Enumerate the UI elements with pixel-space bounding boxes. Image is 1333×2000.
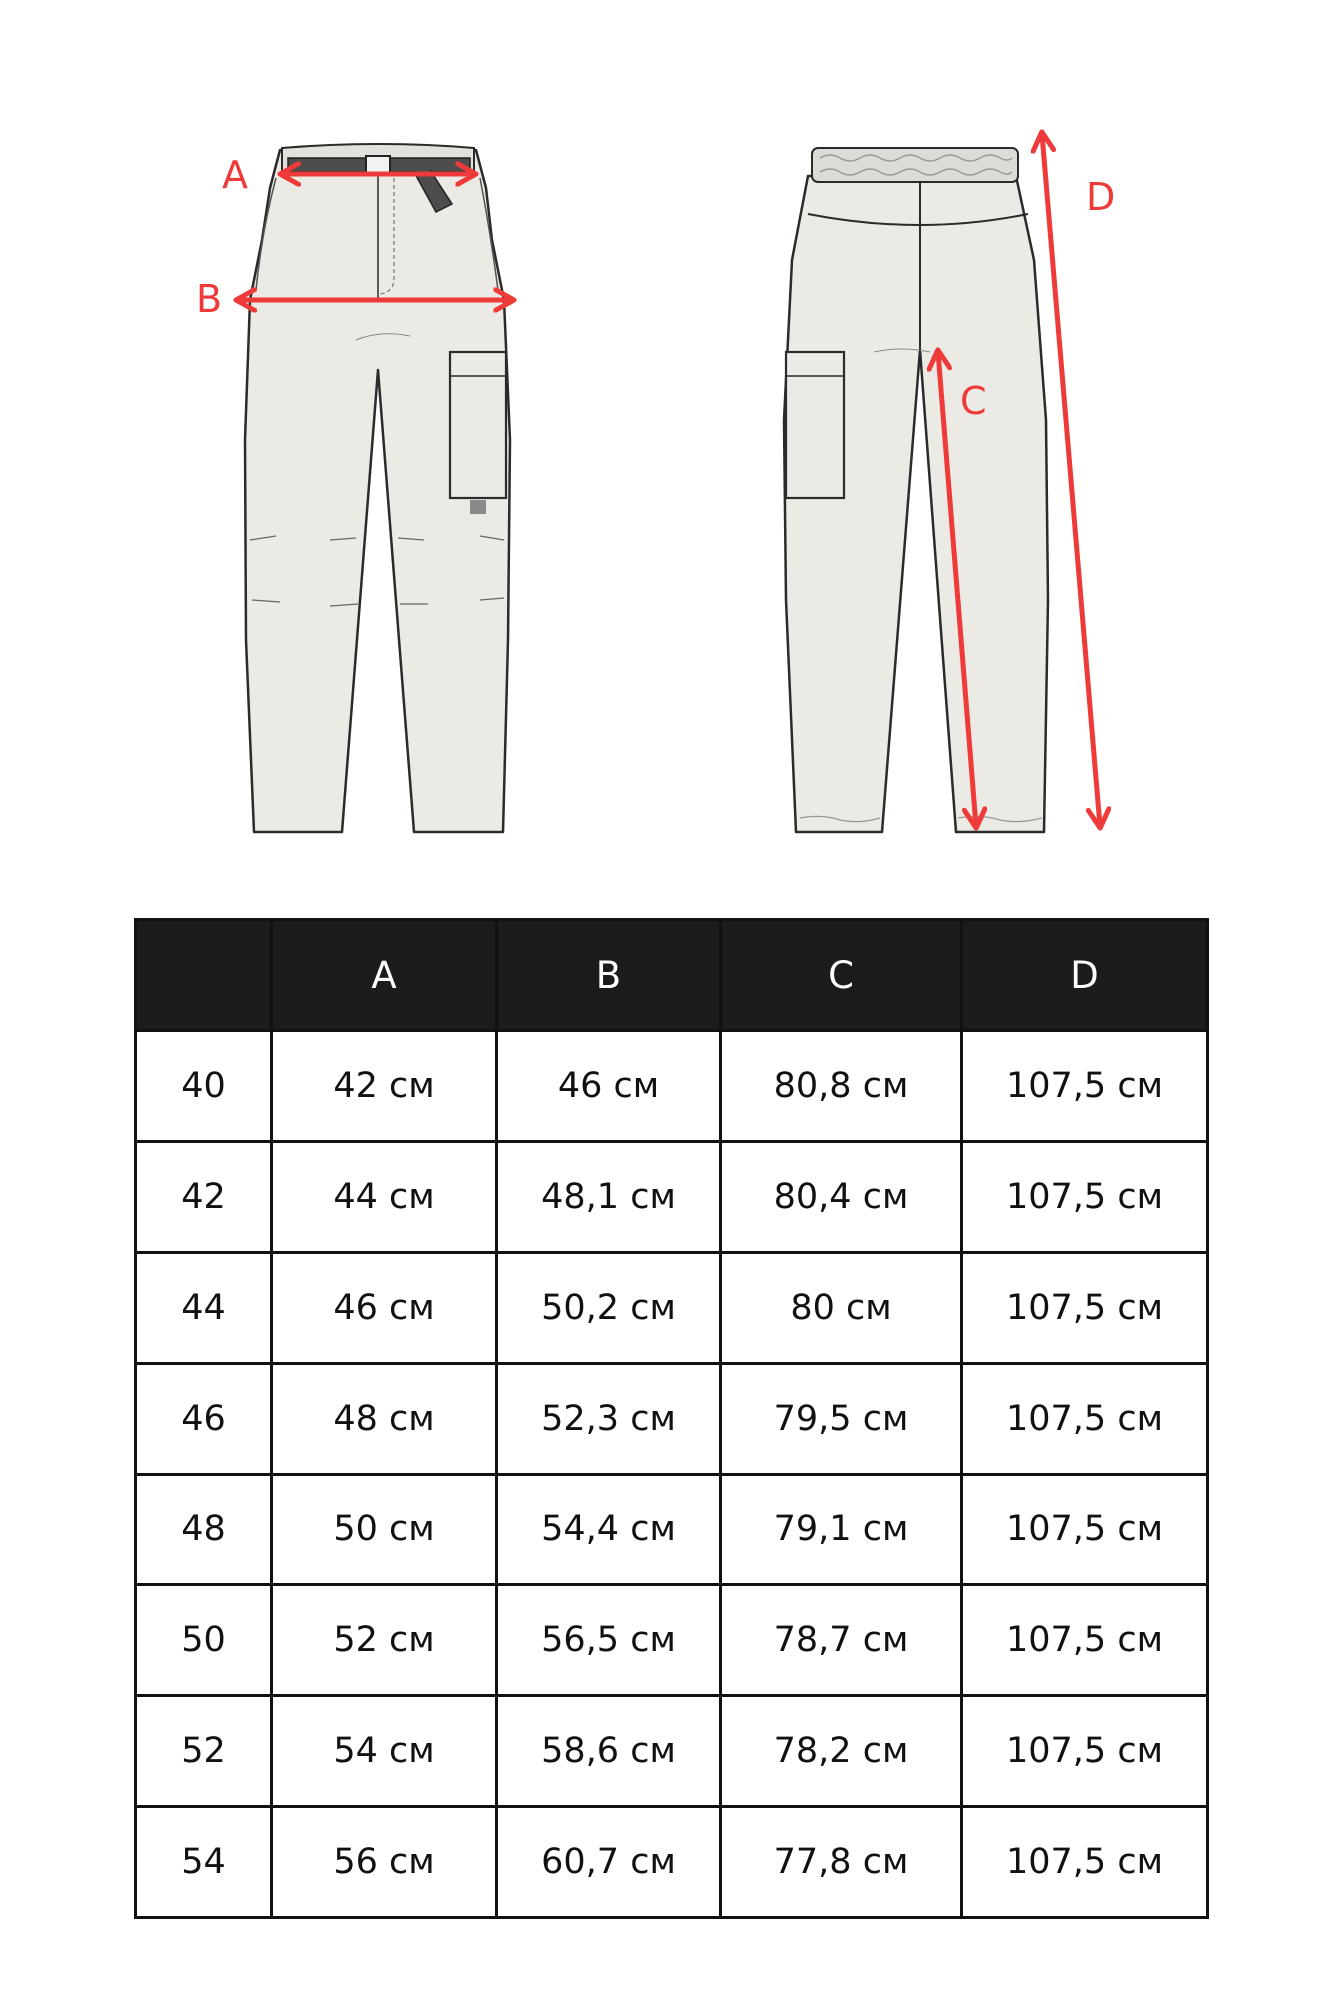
cell-b: 52,3 см: [497, 1363, 721, 1474]
size-cell: 44: [136, 1252, 272, 1363]
cell-b: 54,4 см: [497, 1474, 721, 1585]
measurement-diagram: [0, 0, 1333, 880]
size-cell: 54: [136, 1807, 272, 1918]
cell-b: 50,2 см: [497, 1252, 721, 1363]
cell-b: 60,7 см: [497, 1807, 721, 1918]
table-row: [136, 1252, 1208, 1363]
cell-b: 46 см: [497, 1031, 721, 1142]
cell-b: 56,5 см: [497, 1585, 721, 1696]
size-cell: 46: [136, 1363, 272, 1474]
table-row: [136, 1696, 1208, 1807]
cell-a: 46 см: [272, 1252, 497, 1363]
size-cell: 40: [136, 1031, 272, 1142]
label-b: B: [196, 277, 223, 321]
size-chart-table: [134, 918, 1209, 1919]
size-cell: 42: [136, 1141, 272, 1252]
size-cell: 48: [136, 1474, 272, 1585]
table-header-row: [136, 920, 1208, 1031]
table-row: [136, 1474, 1208, 1585]
cell-d: 107,5 см: [962, 1141, 1208, 1252]
cell-b: 58,6 см: [497, 1696, 721, 1807]
cell-a: 48 см: [272, 1363, 497, 1474]
cell-c: 80,8 см: [721, 1031, 962, 1142]
cell-d: 107,5 см: [962, 1252, 1208, 1363]
header-corner: [136, 920, 272, 1031]
cell-a: 52 см: [272, 1585, 497, 1696]
cell-d: 107,5 см: [962, 1585, 1208, 1696]
cell-d: 107,5 см: [962, 1474, 1208, 1585]
label-a: A: [222, 153, 248, 197]
cell-b: 48,1 см: [497, 1141, 721, 1252]
table-row: [136, 1141, 1208, 1252]
table-row: [136, 1363, 1208, 1474]
cell-a: 44 см: [272, 1141, 497, 1252]
cell-a: 56 см: [272, 1807, 497, 1918]
header-b: B: [497, 920, 721, 1031]
cell-d: 107,5 см: [962, 1363, 1208, 1474]
cell-a: 54 см: [272, 1696, 497, 1807]
cell-d: 107,5 см: [962, 1031, 1208, 1142]
cell-c: 78,7 см: [721, 1585, 962, 1696]
table-row: [136, 1807, 1208, 1918]
header-c: C: [721, 920, 962, 1031]
header-d: D: [962, 920, 1208, 1031]
size-cell: 50: [136, 1585, 272, 1696]
header-a: A: [272, 920, 497, 1031]
cell-c: 80,4 см: [721, 1141, 962, 1252]
label-c: C: [960, 379, 987, 423]
size-cell: 52: [136, 1696, 272, 1807]
cell-c: 78,2 см: [721, 1696, 962, 1807]
cell-d: 107,5 см: [962, 1696, 1208, 1807]
table-row: [136, 1031, 1208, 1142]
cell-c: 79,5 см: [721, 1363, 962, 1474]
cell-a: 42 см: [272, 1031, 497, 1142]
measurement-arrow-d: [1042, 134, 1100, 826]
cell-c: 79,1 см: [721, 1474, 962, 1585]
label-d: D: [1086, 175, 1116, 219]
pants-back-icon: [784, 148, 1048, 832]
table-row: [136, 1585, 1208, 1696]
cell-c: 80 см: [721, 1252, 962, 1363]
cell-c: 77,8 см: [721, 1807, 962, 1918]
cell-d: 107,5 см: [962, 1807, 1208, 1918]
pants-front-icon: [245, 144, 510, 832]
cell-a: 50 см: [272, 1474, 497, 1585]
